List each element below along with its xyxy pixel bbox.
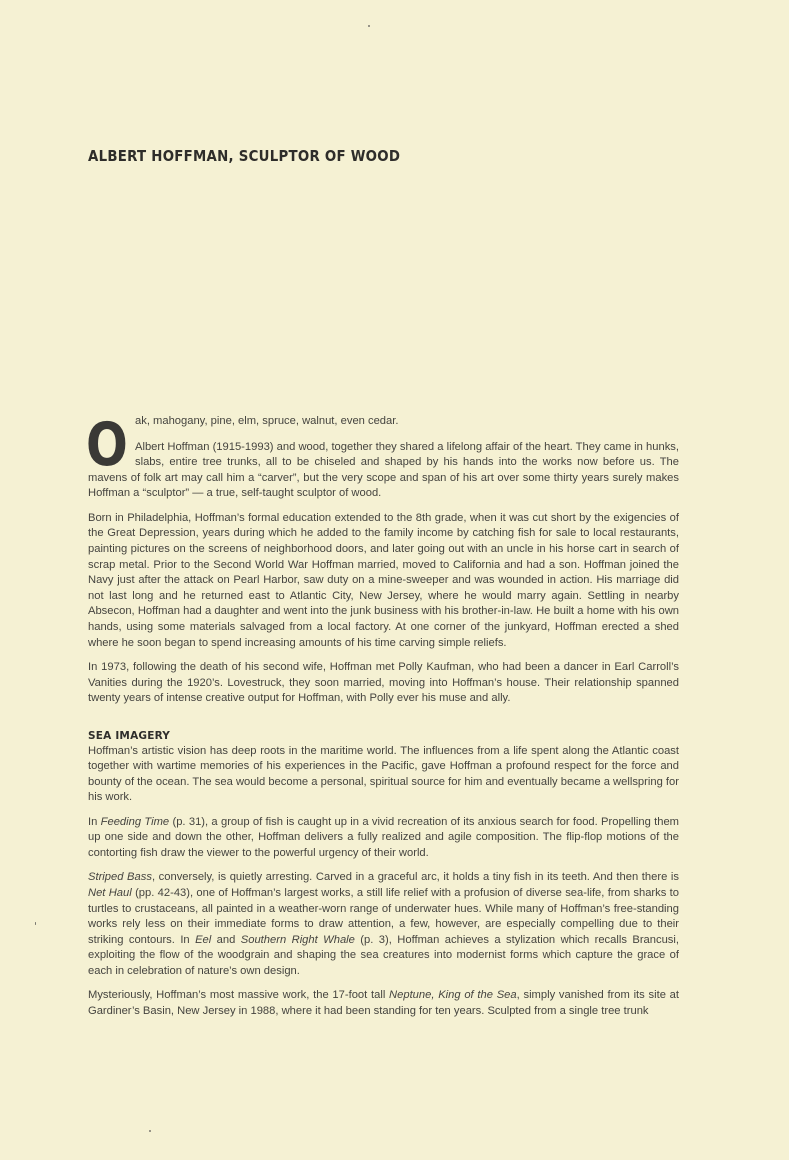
artwork-title-neptune: Neptune, King of the Sea [389, 989, 517, 1002]
artwork-title-net-haul: Net Haul [88, 887, 132, 900]
paper-speck [35, 922, 36, 925]
artwork-title-southern-right-whale: Southern Right Whale [240, 933, 355, 946]
neptune-rest: , simply vanished from its site at Gardiner’s Basin, New Jersey in 1988, where it had been standing for ten years. Sculpted from a single tree trunk [88, 989, 679, 1017]
striped-text-3: and [211, 933, 241, 946]
neptune-paragraph [88, 988, 679, 1019]
sea-paragraph: Hoffman’s artistic vision has deep roots in the maritime world. The influences from a life spent along the Atlantic coast together with wartime memories of his experiences in the Pacific, gave Hoffman a profound respect for the force and bounty of the ocean. The sea would become a personal, spiritual source for him and eventually became a wellspring for his work. [88, 744, 679, 804]
feeding-rest: (p. 31), a group of fish is caught up in a vivid recreation of its anxious search for food. Propelling them up one side and down the other, Hoffman delivers a fully realized and agile composition. The flip-flop motions of the contorting fish draw the viewer to the powerful urgency of their world. [88, 815, 679, 860]
paper-speck [368, 25, 370, 27]
artwork-title-striped-bass: Striped Bass [88, 871, 152, 884]
lead-section [86, 410, 679, 502]
biography-paragraph: Born in Philadelphia, Hoffman’s formal education extended to the 8th grade, when it was cut short by the exigencies of the Great Depression, years during which he added to the family income by catching fish for sale to local restaurants, painting pictures on the screens of neighborhood doors, and later going out with an uncle in his horse cart in search of scrap metal. Prior to the Second World War Hoffman married, moved to California and had a son. Hoffman joined the Navy just after the attack on Pearl Harbor, saw duty on a mine-sweeper and was wounded in action. His marriage did not last long and he returned east to Atlantic City, New Jersey, where he would marry again. Settling in nearby Absecon, Hoffman had a daughter and went into the junk business with his brother-in-law. He built a home with his own hands, using some materials salvaged from a local factory. At one corner of the junkyard, Hoffman erected a shed where he soon began to spend increasing amounts of his time carving simple reliefs. [88, 511, 679, 649]
striped-text-1: , conversely, is quietly arresting. Carved in a graceful arc, it holds a tiny fish in its teeth. And then there is [151, 871, 679, 884]
striped-text-4: (p. 3), Hoffman achieves a stylization which recalls Brancusi, exploiting the flow of the woodgrain and shaping the sea creatures into modernist forms which capture the grace of each in celebration of nature’s own design. [88, 933, 679, 977]
artwork-title-feeding-time: Feeding Time [100, 815, 170, 828]
paper-speck [149, 1130, 151, 1132]
feeding-time-paragraph [88, 815, 679, 862]
intro-line: ak, mahogany, pine, elm, spruce, walnut, even cedar. [135, 415, 399, 427]
article-body [86, 410, 679, 1028]
section-heading-sea-imagery: SEA IMAGERY [88, 729, 171, 742]
striped-text-2: (pp. 42-43), one of Hoffman’s largest works, a still life relief with a profusion of diverse sea-life, from sharks to turtles to crustaceans, all painted in a weather-worn range of underwater hues. While many of Hoffman’s free-standing works rely less on their immediate forms to draw attention, a few, however, are especially compelling due to their striking contours. In [88, 887, 679, 946]
polly-paragraph: In 1973, following the death of his second wife, Hoffman met Polly Kaufman, who had been a dancer in Earl Carroll’s Vanities during the 1920’s. Lovestruck, they soon married, moving into Hoffman’s house. Their relationship spanned twenty years of intense creative output for Hoffman, with Polly ever his muse and ally. [88, 660, 679, 705]
artwork-title-eel: Eel [195, 933, 212, 946]
striped-bass-paragraph [88, 870, 679, 979]
feeding-pre: In [88, 815, 101, 828]
drop-cap: O [86, 410, 128, 480]
page-title: ALBERT HOFFMAN, SCULPTOR OF WOOD [88, 147, 401, 165]
neptune-pre: Mysteriously, Hoffman’s most massive work, the 17-foot tall [88, 989, 390, 1002]
intro-paragraph: Albert Hoffman (1915-1993) and wood, together they shared a lifelong affair of the heart. They came in hunks, slabs, entire tree trunks, all to be chiseled and shaped by his hands into the works now before us. The mavens of folk art may call him a “carver”, but the very scope and span of his art over some thirty years surely makes Hoffman a “sculptor” — a true, self-taught sculptor of wood. [88, 440, 679, 500]
